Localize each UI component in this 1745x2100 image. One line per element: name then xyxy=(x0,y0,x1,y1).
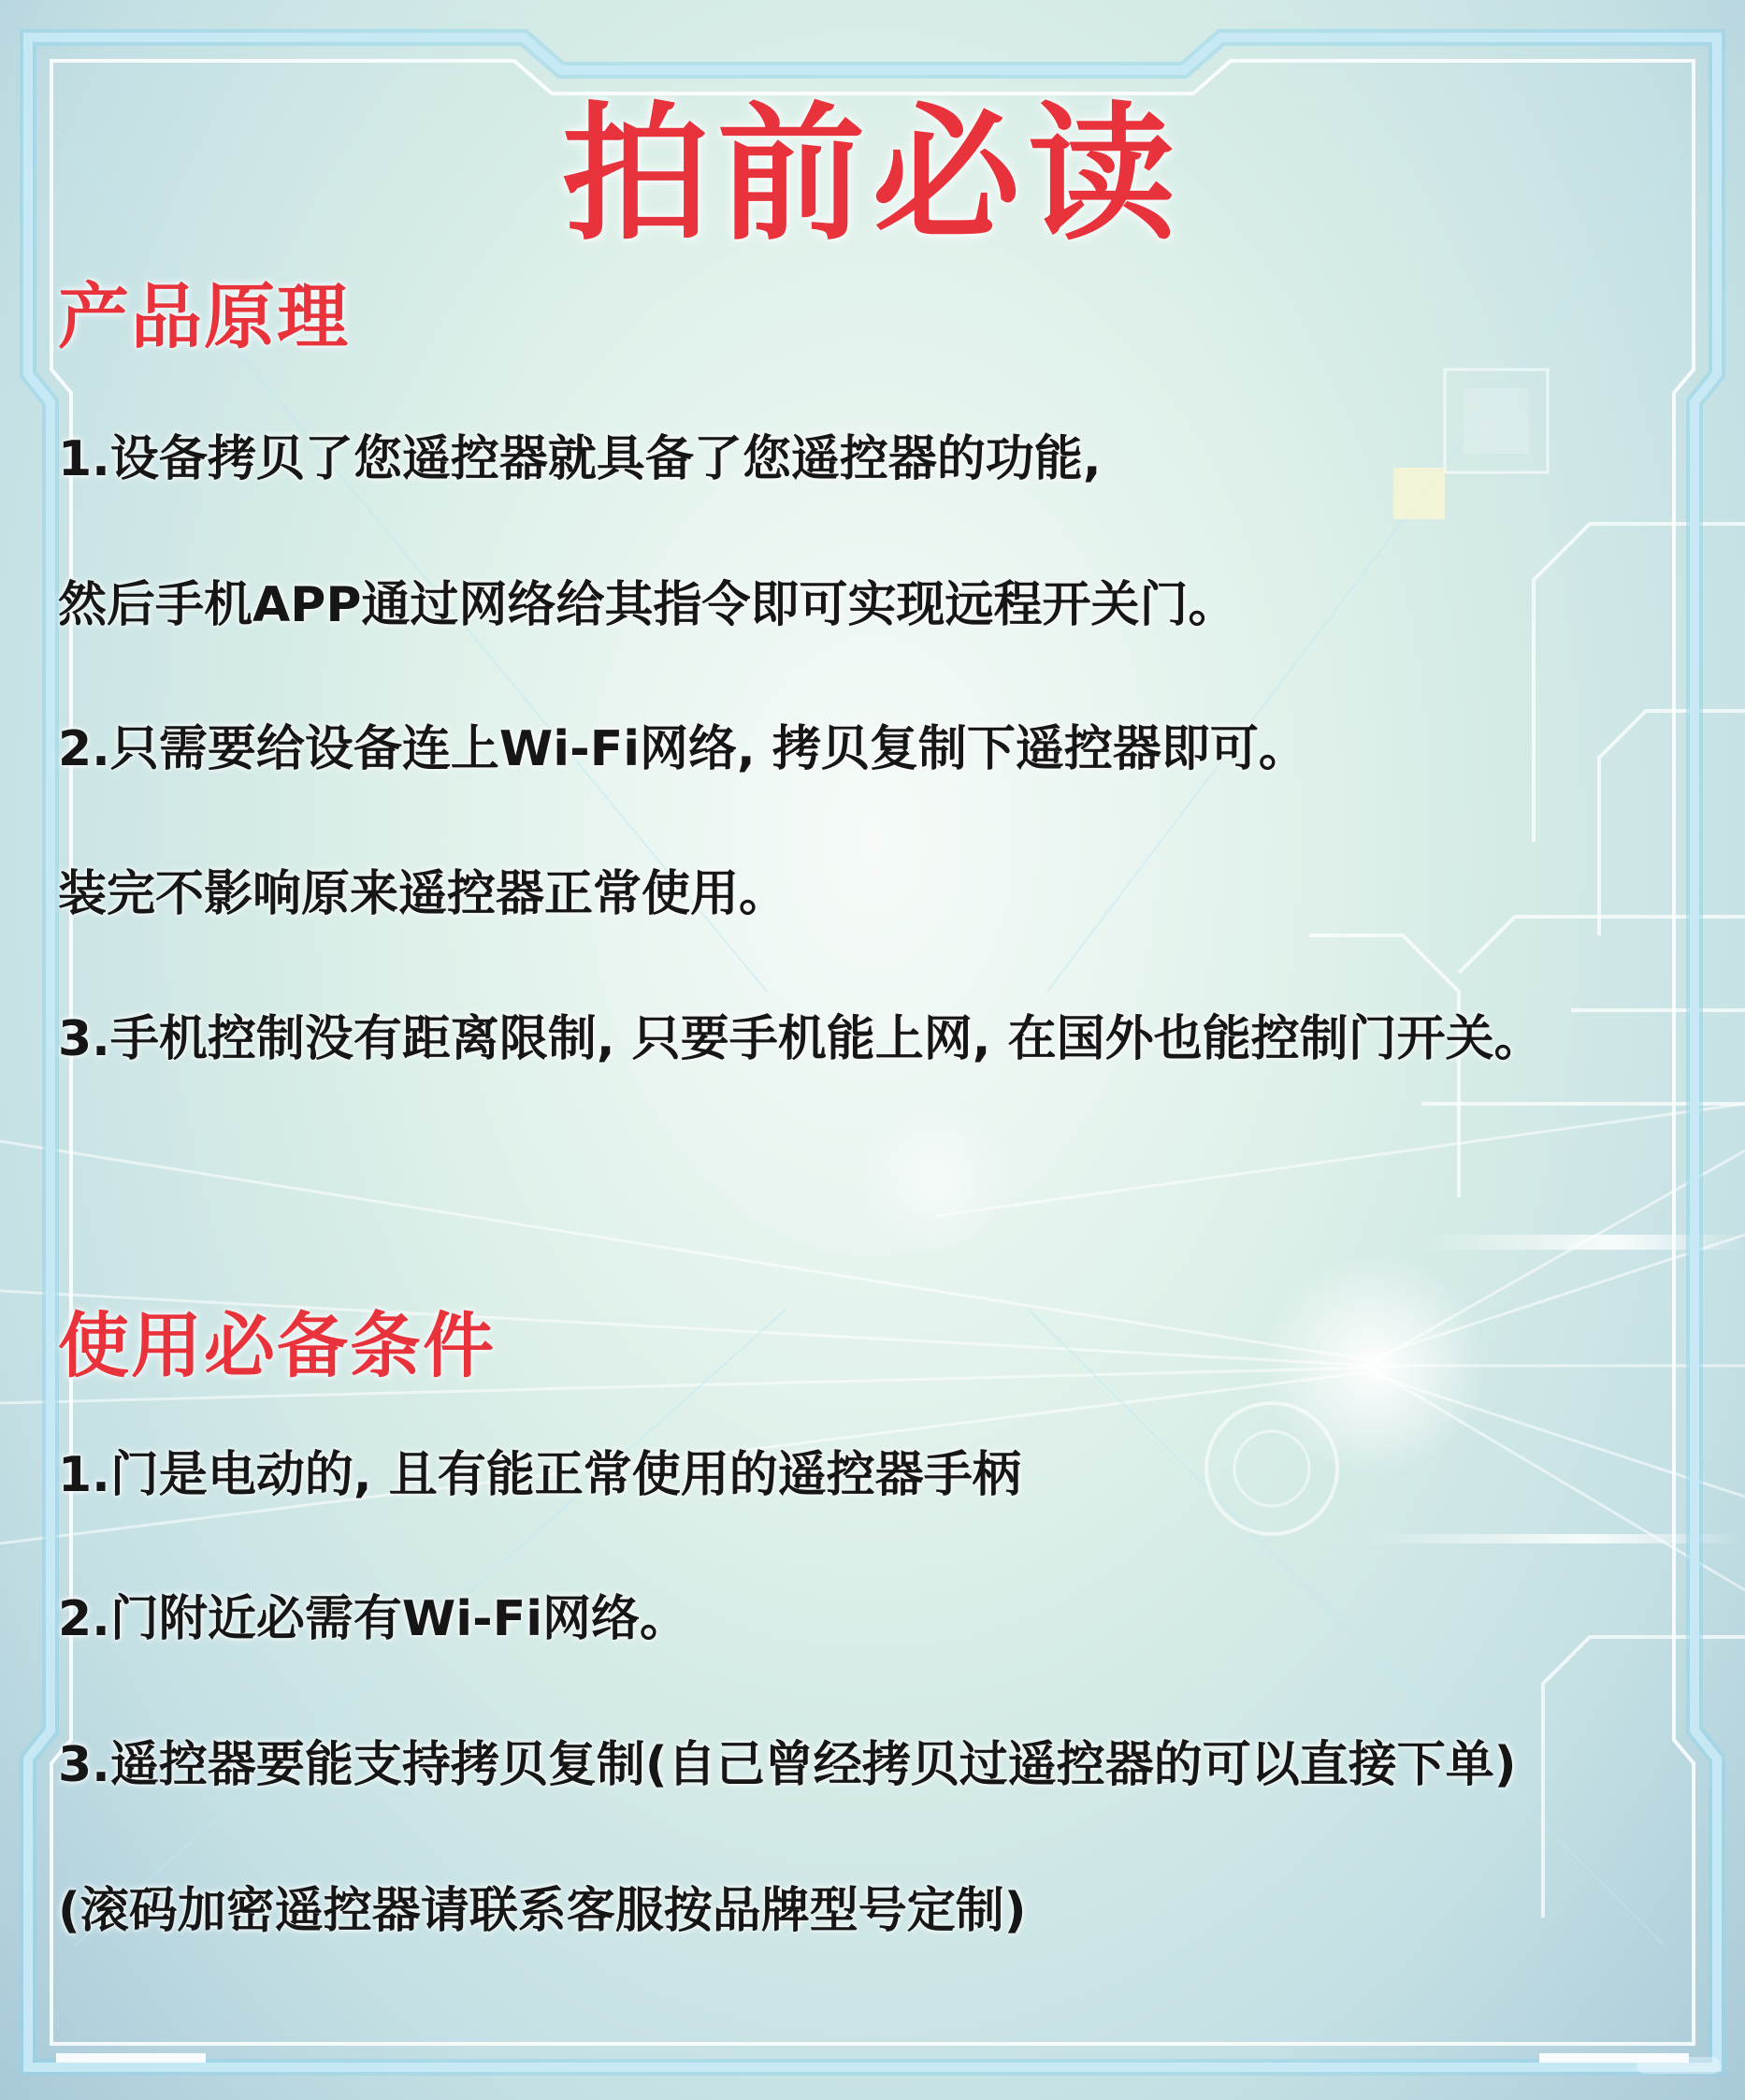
section-heading: 使用必备条件 xyxy=(58,1304,496,1387)
principle-line-5: 3.手机控制没有距离限制, 只要手机能上网, 在国外也能控制门开关。 xyxy=(58,1011,1543,1067)
principle-line-4: 装完不影响原来遥控器正常使用。 xyxy=(58,866,788,922)
requirement-line-3: 3.遥控器要能支持拷贝复制(自己曾经拷贝过遥控器的可以直接下单) xyxy=(58,1737,1517,1793)
requirement-line-4: (滚码加密遥控器请联系客服按品牌型号定制) xyxy=(58,1883,1027,1939)
page-title: 拍前必读 xyxy=(562,89,1183,261)
requirement-line-2: 2.门附近必需有Wi-Fi网络。 xyxy=(58,1591,689,1647)
principle-line-2: 然后手机APP通过网络给其指令即可实现远程开关门。 xyxy=(58,577,1237,633)
principle-line-1: 1.设备拷贝了您遥控器就具备了您遥控器的功能, xyxy=(58,431,1102,487)
watermark-mark xyxy=(1637,2049,1721,2081)
section-heading: 产品原理 xyxy=(58,275,350,358)
requirement-line-1: 1.门是电动的, 且有能正常使用的遥控器手柄 xyxy=(58,1447,1021,1503)
principle-line-3: 2.只需要给设备连上Wi-Fi网络, 拷贝复制下遥控器即可。 xyxy=(58,721,1307,777)
